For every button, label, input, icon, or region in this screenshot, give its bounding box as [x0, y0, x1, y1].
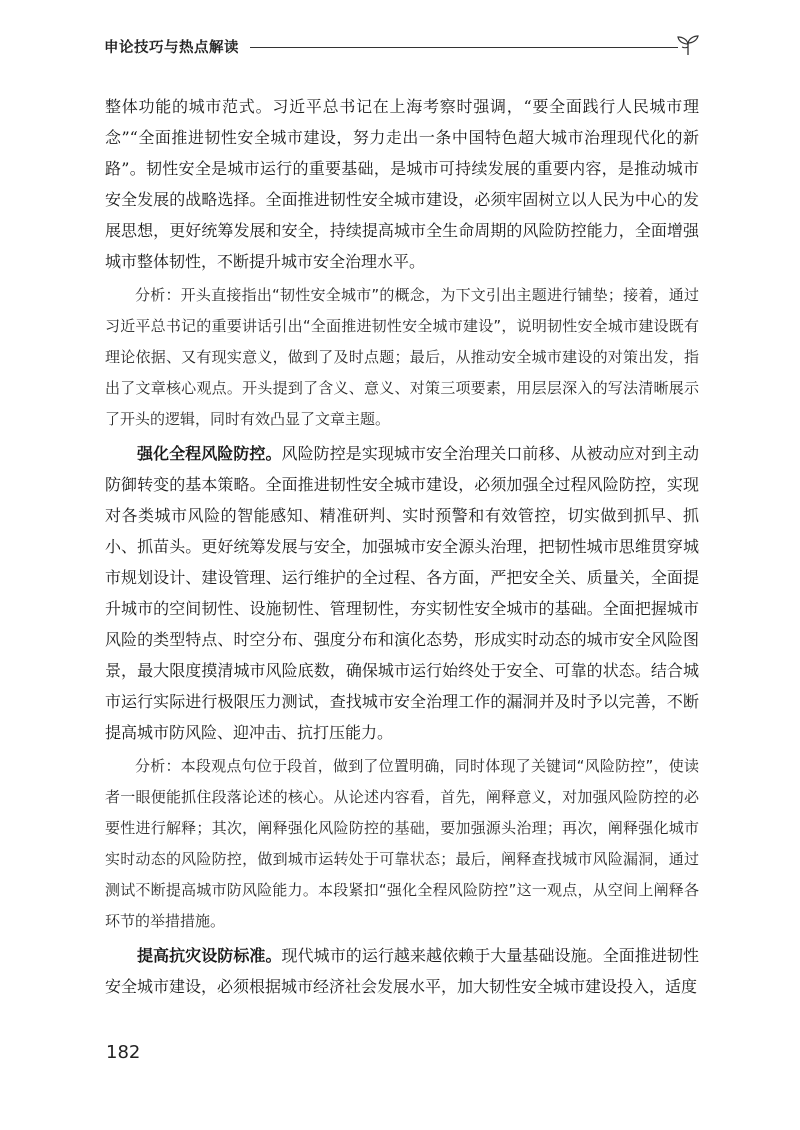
paragraph-3-lead: 提高抗灾设防标准。	[137, 946, 282, 965]
running-header-title: 申论技巧与热点解读	[104, 40, 239, 56]
paragraph-2-body: 风险防控是实现城市安全治理关口前移、从被动应对到主动防御转变的基本策略。全面推进韧性安全城市建设，必须加强全过程风险防控，实现对各类城市风险的智能感知、精准研判、实时预警和有效管控，切实做到抓早、抓小、抓苗头。更好统筹发展与安全，加强城市安全源头治理，把韧性城市思维贯穿城市规划设计、建设管理、运行维护的全过程、各方面，严把安全关、质量关，全面提升城市的空间韧性、设施韧性、管理韧性，夯实韧性安全城市的基础。全面把握城市风险的类型特点、时空分布、强度分布和演化态势，形成实时动态的城市安全风险图景，最大限度摸清城市风险底数，确保城市运行始终处于安全、可靠的状态。结合城市运行实际进行极限压力测试，查找城市安全治理工作的漏洞并及时予以完善，不断提高城市防风险、迎冲击、抗打压能力。	[105, 444, 699, 742]
page-body	[105, 91, 699, 1002]
running-header	[104, 34, 700, 64]
body-paragraph-3	[105, 940, 699, 1002]
analysis-paragraph-1: 分析：开头直接指出“韧性安全城市”的概念，为下文引出主题进行铺垫；接着，通过习近平总书记的重要讲话引出“全面推进韧性安全城市建设”，说明韧性安全城市建设既有理论依据、又有现实意义，做到了及时点题；最后，从推动安全城市建设的对策出发，指出了文章核心观点。开头提到了含义、意义、对策三项要素，用层层深入的写法清晰展示了开头的逻辑，同时有效凸显了文章主题。	[105, 286, 699, 428]
body-paragraph-1: 整体功能的城市范式。习近平总书记在上海考察时强调，“要全面践行人民城市理念”“全面推进韧性安全城市建设，努力走出一条中国特色超大城市治理现代化的新路”。韧性安全是城市运行的重要基础，是城市可持续发展的重要内容，是推动城市安全发展的战略选择。全面推进韧性安全城市建设，必须牢固树立以人民为中心的发展思想，更好统筹发展和安全，持续提高城市全生命周期的风险防控能力，全面增强城市整体韧性，不断提升城市安全治理水平。	[105, 97, 699, 271]
paragraph-2-lead: 强化全程风险防控。	[137, 444, 282, 463]
page-number: 182	[106, 1042, 141, 1063]
body-paragraph-2	[105, 438, 699, 748]
paragraph-3-body: 现代城市的运行越来越依赖于大量基础设施。全面推进韧性安全城市建设，必须根据城市经济社会发展水平，加大韧性安全城市建设投入，适度	[105, 946, 699, 996]
header-rule	[250, 47, 678, 48]
analysis-paragraph-2: 分析：本段观点句位于段首，做到了位置明确，同时体现了关键词“风险防控”，使读者一眼便能抓住段落论述的核心。从论述内容看，首先，阐释意义，对加强风险防控的必要性进行解释；其次，阐释强化风险防控的基础，要加强源头治理；再次，阐释强化城市实时动态的风险防控，做到城市运转处于可靠状态；最后，阐释查找城市风险漏洞，通过测试不断提高城市防风险能力。本段紧扣“强化全程风险防控”这一观点，从空间上阐释各环节的举措措施。	[105, 757, 699, 930]
sprout-icon	[676, 34, 700, 56]
